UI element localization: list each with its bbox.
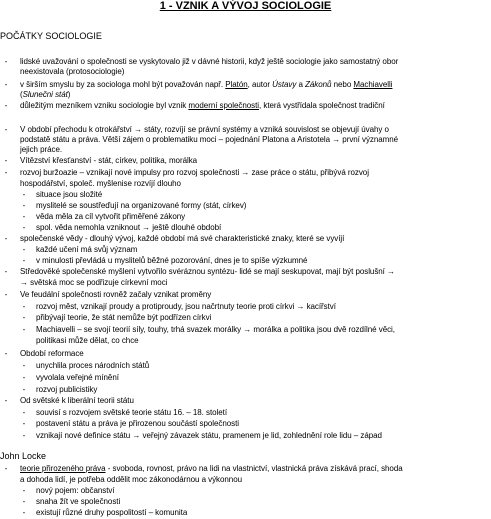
list-item: - Středověké společenské myšlení vytvořilo svéráznou syntézu- lidé se mají seskupovat, mají být poslušní → [4,267,395,276]
sub-list-item: - myslitelé se soustřeďují na organizované formy (stát, církev) [22,201,247,210]
section-heading-locke: John Locke [0,451,47,461]
sub-list-item-continuation: politikasi může dělat, co chce [36,336,139,345]
list-item: - Od světské k liberální teorii státu [4,396,134,405]
sub-list-item: - vyvolala veřejné mínění [22,373,119,382]
section-heading-pocatky: POČÁTKY SOCIOLOGIE [0,31,102,41]
sub-list-item: - přibývají teorie, že stát nemůže být podřízen církvi [22,313,212,322]
sub-list-item: - každé učení má svůj význam [22,245,138,254]
list-item: - rozvoj buržoazie – vznikají nové impulsy pro rozvoj společnosti → zase práce o státu, přibývá rozvoj [4,168,369,177]
sub-list-item: - spol. věda nemohla vzniknout → ještě dlouhé období [22,223,222,232]
sub-list-item: - unychlila proces národních států [22,361,150,370]
sub-list-item: - snaha žít ve společnosti [22,497,121,506]
sub-list-item: - nový pojem: občanství [22,486,115,495]
page-title: 1 - VZNIK A VÝVOJ SOCIOLOGIE [159,0,332,12]
list-item-continuation: a dohoda lidí, je potřeba oddělit moc zákonodárnou a výkonnou [20,475,242,484]
sub-list-item: - existují různé druhy pospolitostí – komunita [22,508,188,517]
sub-list-item: - v minulosti převládá u myslitelů běžné pozorování, dnes je to spíše výzkumné [22,256,308,265]
list-item-continuation: podstatě státu a práva. Větší zájem o problematiku moci – pojednání Platona a Aristotela → první významné [20,135,399,144]
sub-list-item: - věda měla za cíl vytvořit přiměřené zákony [22,212,186,221]
sub-list-item: - rozvoj publicistiky [22,385,98,394]
sub-list-item: - souvisí s rozvojem světské teorie státu 16. – 18. století [22,408,228,417]
list-item: - lidské uvažování o společnosti se vyskytovalo již v dávné historii, když ještě sociologie jako samostatný obor [4,57,399,66]
list-item: - Vítězství křesťanství - stát, církev, politika, morálka [4,156,198,165]
list-item: - společenské vědy - dlouhý vývoj, každé období má své charakteristické znaky, které se vyvíjí [4,234,345,243]
sub-list-item: - rozvoj měst, vznikají proudy a protiproudy, jsou načrtnuty teorie proti církvi → kacířství [22,302,336,311]
list-item: - V období přechodu k otrokářství → státy, rozvíjí se právní systémy a vzniká souvislost se objevují úvahy o [4,125,389,134]
list-item: - Ve feudální společnosti rovněž začaly vznikat proměny [4,290,212,299]
sub-list-item: - postavení státu a práva je přirozenou součástí společnosti [22,419,239,428]
list-item: - v širším smyslu by za sociologa mohl být považován např. Platón, autor Ústavy a Zákonů nebo Machiavelli [4,80,393,89]
list-item-continuation: hospodářství, společ. myšlenise rozvíjí dlouho [20,179,181,188]
list-item-continuation: jejich práce. [20,145,63,154]
list-item-continuation: neexistovala (protosociologie) [20,67,125,76]
list-item-continuation: (Slunečni stát) [20,90,71,99]
list-item: - Období reformace [4,349,84,358]
list-item: - důležitým mezníkem vzniku sociologie byl vznik moderní společnosti, která vystřídala společnost tradiční [4,101,385,110]
sub-list-item: - Machiavelli – se svojí teorií síly, touhy, trhá svazek morálky → morálka a politika jsou dvě rozdílné věci, [22,325,395,334]
list-item: - teorie přirozeného práva - svoboda, rovnost, právo na lidi na vlastnictví, vlastnická práva získává prací, shoda [4,464,403,473]
sub-list-item: - situace jsou složité [22,190,103,199]
list-item-continuation: → světská moc se podřizuje církevní moci [20,278,168,287]
sub-list-item: - vznikají nové definice státu → veřejný závazek státu, pramenem je lid, zohlednění role lidu – západ [22,431,382,440]
